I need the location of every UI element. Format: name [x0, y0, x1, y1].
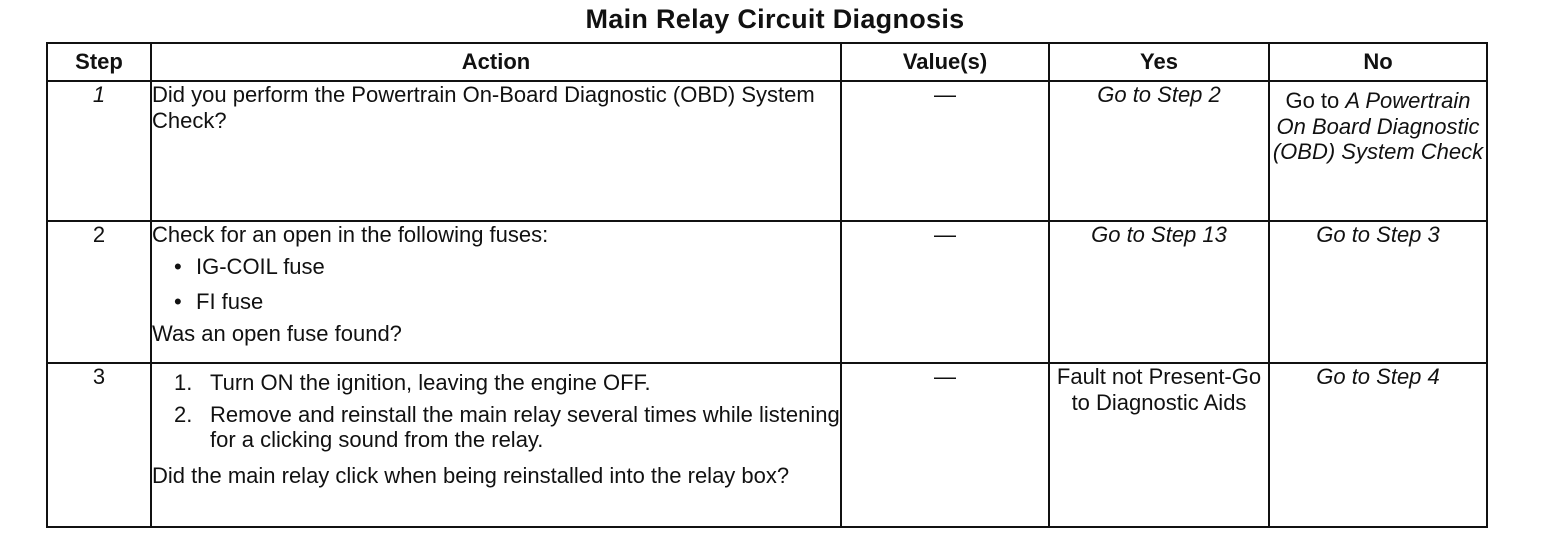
action-question: Did the main relay click when being reinstalled into the relay box? — [152, 463, 790, 489]
bullet-icon: • — [174, 253, 182, 279]
yes-cell: Go to Step 2 — [1049, 81, 1269, 221]
action-cell — [151, 81, 841, 221]
list-item-text: Remove and reinstall the main relay several times while listening for a clicking sound from the relay. — [210, 401, 840, 453]
value-cell: — — [841, 81, 1049, 221]
list-item-number: 1. — [174, 370, 193, 395]
column-header-values: Value(s) — [841, 43, 1049, 81]
list-item — [174, 289, 840, 315]
no-cell: Go to Step 3 — [1269, 221, 1487, 363]
yes-cell: Go to Step 13 — [1049, 221, 1269, 363]
column-header-action: Action — [151, 43, 841, 81]
step-number: 3 — [47, 363, 151, 527]
action-cell — [151, 363, 841, 527]
step-number: 1 — [47, 81, 151, 221]
value-cell: — — [841, 221, 1049, 363]
column-header-step: Step — [47, 43, 151, 81]
diagnosis-table — [46, 42, 1488, 528]
action-intro: Check for an open in the following fuses: — [152, 222, 549, 247]
list-item — [174, 370, 840, 396]
page-title: Main Relay Circuit Diagnosis — [585, 4, 965, 34]
table-row — [47, 81, 1487, 221]
no-link-text: A Powertrain On Board Diagnostic (OBD) System Check — [1272, 88, 1484, 165]
table-header-row — [47, 43, 1487, 81]
fuse-list — [174, 254, 840, 315]
bullet-icon: • — [174, 289, 182, 315]
action-question: Was an open fuse found? — [152, 321, 402, 347]
column-header-no: No — [1269, 43, 1487, 81]
list-item-text: FI fuse — [196, 289, 264, 315]
procedure-list — [174, 370, 840, 453]
step-number: 2 — [47, 221, 151, 363]
list-item-text: Turn ON the ignition, leaving the engine OFF. — [210, 370, 651, 395]
action-cell — [151, 221, 841, 363]
list-item — [174, 402, 840, 453]
table-row — [47, 221, 1487, 363]
no-prefix: Go to — [1285, 88, 1340, 113]
table-row — [47, 363, 1487, 527]
list-item-number: 2. — [174, 401, 193, 427]
action-text: Did you perform the Powertrain On-Board Diagnostic (OBD) System Check? — [152, 82, 815, 133]
list-item-text: IG-COIL fuse — [196, 253, 325, 279]
yes-cell: Fault not Present-Go to Diagnostic Aids — [1049, 363, 1269, 527]
list-item — [174, 254, 840, 280]
no-cell — [1269, 81, 1487, 221]
value-cell: — — [841, 363, 1049, 527]
no-cell: Go to Step 4 — [1269, 363, 1487, 527]
column-header-yes: Yes — [1049, 43, 1269, 81]
